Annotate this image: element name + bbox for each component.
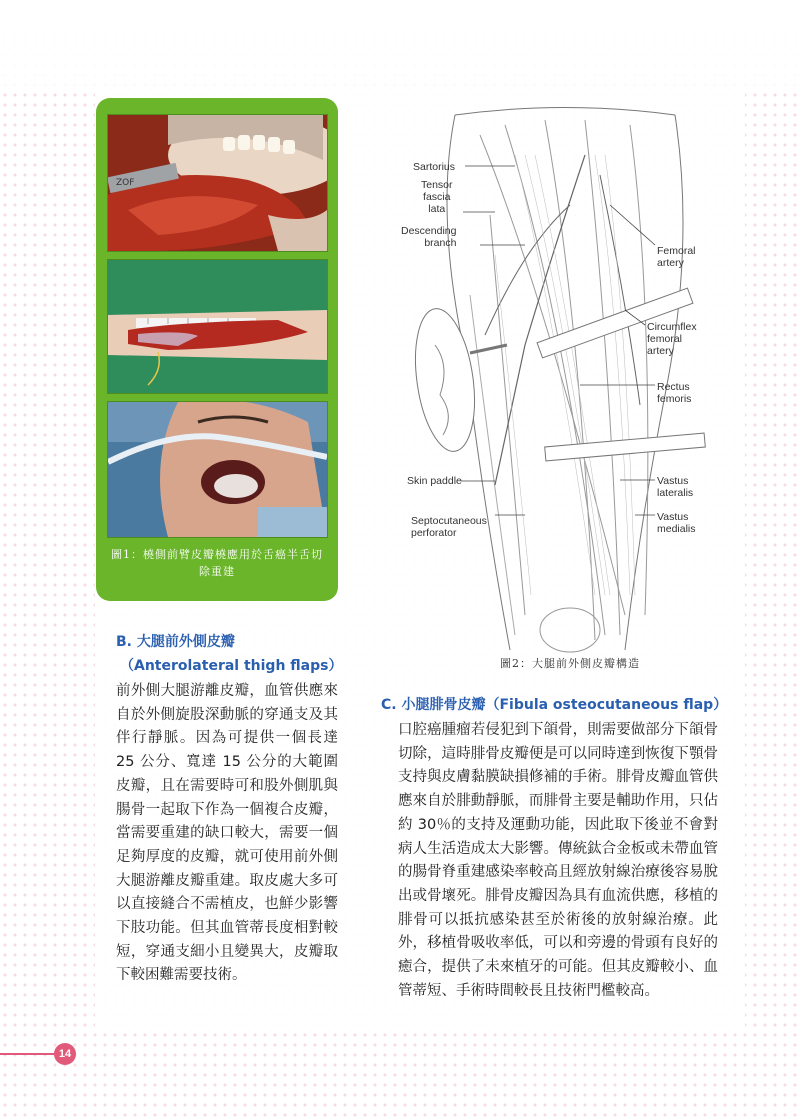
section-c-title: C. 小腿腓骨皮瓣（Fibula osteocutaneous flap） (381, 697, 728, 713)
page-number-rule (0, 1053, 54, 1055)
page-number: 14 (54, 1043, 76, 1065)
label-descending-branch: Descending branch (401, 225, 457, 249)
label-septocutaneous-perforator: Septocutaneous perforator (411, 515, 487, 539)
figure-1-caption: 圖1：橈側前臂皮瓣橈應用於舌癌半舌切除重建 (111, 548, 323, 578)
label-tensor-fascia-lata: Tensor fascia lata (421, 179, 453, 215)
label-femoral-artery: Femoral artery (657, 245, 696, 269)
page-background-top (0, 0, 800, 90)
label-vastus-lateralis: Vastus lateralis (657, 475, 694, 499)
figure-1-panel (96, 98, 338, 601)
section-c-body: 口腔癌腫瘤若侵犯到下頜骨，則需要做部分下頜骨切除，這時腓骨皮瓣便是可以同時達到恢復下顎骨支持與皮膚黏膜缺損修補的手術。腓骨皮瓣血管供應來自於腓動靜脈，而腓骨主要是輔助作用，只佔約 30％的支持及運動功能，因此取下後並不會對病人生活造成太大影響。傳統鈦合金板或未帶血管的腸骨脊重建感染率較高且經放射線治療後容易脫出或骨壞死。腓骨皮瓣因為具有血流供應，移植的腓骨可以抵抗感染甚至於術後的放射線治療。此外，移植骨吸收率低，可以和旁邊的骨頭有良好的癒合，提供了未來植牙的可能。但其皮瓣較小、血管蒂短、手術時間較長且技術門檻較高。 (398, 722, 718, 999)
section-b-subtitle: （Anterolateral thigh flaps） (120, 658, 343, 674)
section-b-body: 前外側大腿游離皮瓣，血管供應來自於外側旋股深動脈的穿通支及其伴行靜脈。因為可提供一個長達 25 公分、寬達 15 公分的大範圍皮瓣，且在需要時可和股外側肌與腸骨一起取下作為一個複合皮瓣，當需要重建的缺口較大，需要一個足夠厚度的皮瓣，就可使用前外側大腿游離皮瓣重建。取皮處大多可以直接縫合不需植皮，也鮮少影響下肢功能。但其血管蒂長度相對較短，穿通支細小且變異大，皮瓣取下較困難需要技術。 (116, 683, 338, 984)
label-skin-paddle: Skin paddle (407, 475, 462, 487)
label-sartorius: Sartorius (413, 161, 456, 173)
label-vastus-medialis: Vastus medialis (657, 511, 696, 535)
figure-2-thigh-anatomy (395, 95, 735, 665)
section-b-title: B. 大腿前外側皮瓣 (116, 634, 235, 650)
photo-forearm-flap (107, 259, 328, 394)
label-rectus-femoris: Rectus femoris (657, 381, 692, 405)
photo-patient-postop (107, 401, 328, 538)
photo-tongue-reconstruction (107, 114, 328, 252)
figure-2-caption: 圖2：大腿前外側皮瓣構造 (500, 657, 640, 670)
svg-text:ZOF: ZOF (116, 178, 135, 188)
label-circumflex-femoral-artery: Circumflex femoral artery (647, 321, 697, 357)
